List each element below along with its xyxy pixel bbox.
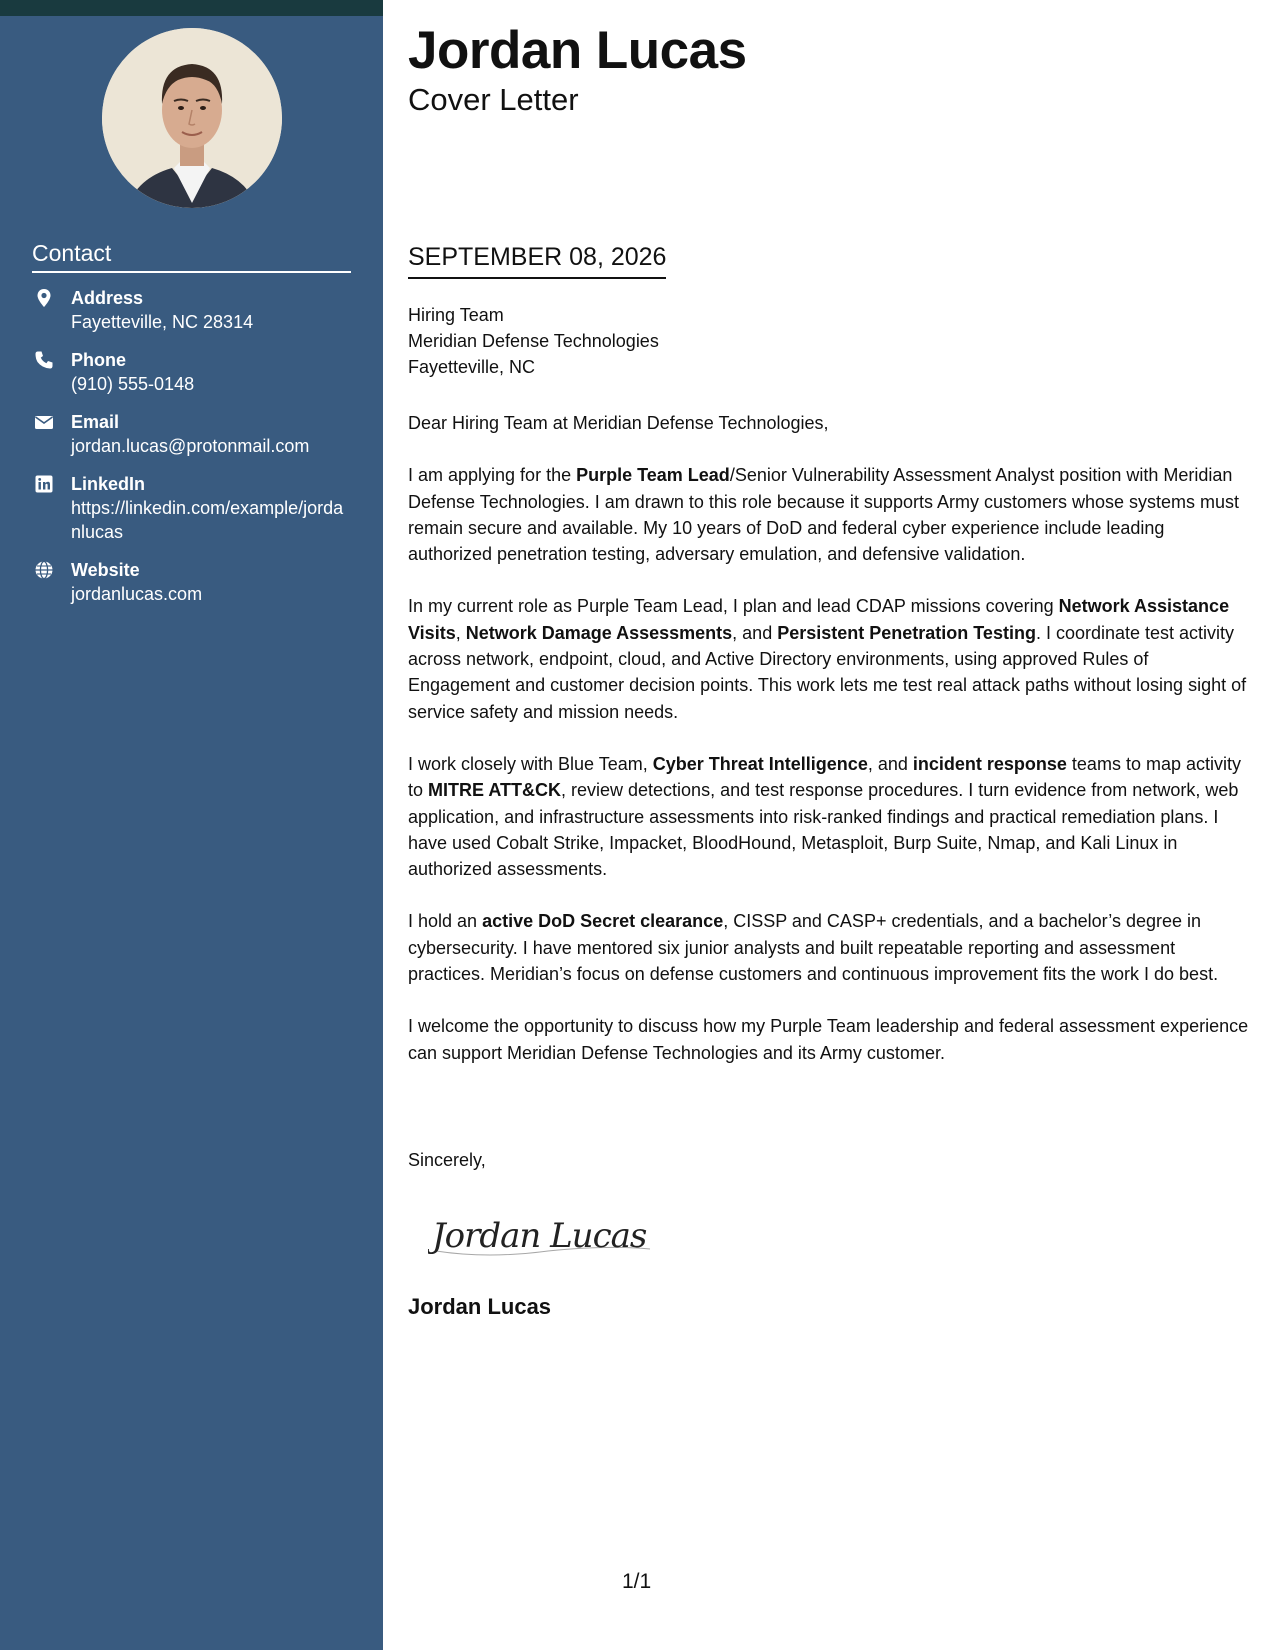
recipient-line: Fayetteville, NC [408,357,536,377]
contact-value: jordan.lucas@protonmail.com [71,436,310,456]
contact-value: https://linkedin.com/example/jordanlucas [71,498,344,542]
body-text: I welcome the opportunity to discuss how my Purple Team leadership and federal assessment experience can support Meridian Defense Technologies and its Army customer. [408,1016,1249,1063]
recipient-line: Hiring Team [408,305,504,325]
contact-label: Email [71,412,120,432]
body-text: I am applying for the [408,465,577,486]
letter-body [408,410,1253,1092]
contact-phone [32,348,352,396]
emphasis-text: Persistent Penetration Testing [777,622,1036,643]
body-text: , review detections, and test response procedures. I turn evidence from network, web application, and infrastructure assessments into risk-ranked findings and practical remediation plans. I have used Cobalt Strike, Impacket, BloodHound, Metasploit, Burp Suite, Nmap, and Kali Linux in authorized assessments. [408,780,1239,880]
body-text: , CISSP and CASP+ credentials, and a bachelor’s degree in cybersecurity. I have mentored six junior analysts and built repeatable reporting and assessment practices. Meridian’s focus on defense customers and continuous improvement fits the work I do best. [408,911,1219,985]
contact-label: LinkedIn [71,474,146,494]
body-text: /Senior Vulnerability Assessment Analyst position with Meridian Defense Technologies. I am drawn to this role because it supports Army customers whose systems must remain secure and available. My 10 years of DoD and federal cyber experience include leading authorized penetration testing, adversary emulation, and defensive validation. [408,465,1240,565]
contact-value: Fayetteville, NC 28314 [71,312,254,332]
contact-value: jordanlucas.com [71,584,203,604]
contact-value: (910) 555-0148 [71,374,195,394]
contact-list [32,286,352,620]
body-paragraph [408,462,1253,567]
signature-text: Jordan Lucas [432,1216,647,1256]
contact-email [32,410,352,458]
contact-label: Address [71,288,144,308]
closing: Sincerely, [408,1150,486,1170]
signature-image [428,1205,668,1270]
emphasis-text: Purple Team Lead [576,465,730,486]
contact-heading: Contact [32,240,351,273]
body-text: I hold an [408,911,483,932]
recipient-block [408,302,659,380]
sidebar-top-bar [0,0,383,16]
contact-label: Website [71,560,140,580]
body-text: In my current role as Purple Team Lead, I plan and lead CDAP missions covering [408,596,1059,617]
map-pin-icon [34,288,54,308]
recipient-line: Meridian Defense Technologies [408,331,659,351]
emphasis-text: Network Assistance Visits [408,596,1230,643]
page-number: 1/1 [622,1570,652,1593]
envelope-icon [34,412,54,432]
body-text: , and [867,753,913,774]
body-paragraph [408,751,1253,882]
emphasis-text: active DoD Secret clearance [482,911,724,932]
linkedin-icon [34,474,54,494]
document-type: Cover Letter [408,82,579,117]
emphasis-text: incident response [912,753,1067,774]
applicant-name: Jordan Lucas [408,21,747,80]
contact-linkedin [32,472,352,544]
body-text: I work closely with Blue Team, [408,753,653,774]
body-text: teams to map activity to [408,753,1241,801]
sidebar [0,0,383,1650]
letter-date: SEPTEMBER 08, 2026 [408,243,666,279]
signed-name: Jordan Lucas [408,1294,552,1319]
salutation: Dear Hiring Team at Meridian Defense Technologies, [408,413,829,433]
body-paragraph [408,593,1253,724]
emphasis-text: MITRE ATT&CK [428,780,561,801]
body-paragraph [408,1013,1253,1066]
emphasis-text: Cyber Threat Intelligence [652,753,868,774]
body-paragraph [408,908,1253,987]
contact-label: Phone [71,350,127,370]
body-text: , [455,622,466,643]
phone-icon [34,350,54,370]
body-text: . I coordinate test activity across network, endpoint, cloud, and Active Directory environments, using approved Rules of Engagement and customer decision points. This work lets me test real attack paths without losing sight of service safety and mission needs. [408,622,1247,722]
profile-photo [102,28,282,208]
body-text: , and [732,622,778,643]
emphasis-text: Network Damage Assessments [465,622,733,643]
globe-icon [34,560,54,580]
contact-website [32,558,352,606]
contact-address [32,286,352,334]
